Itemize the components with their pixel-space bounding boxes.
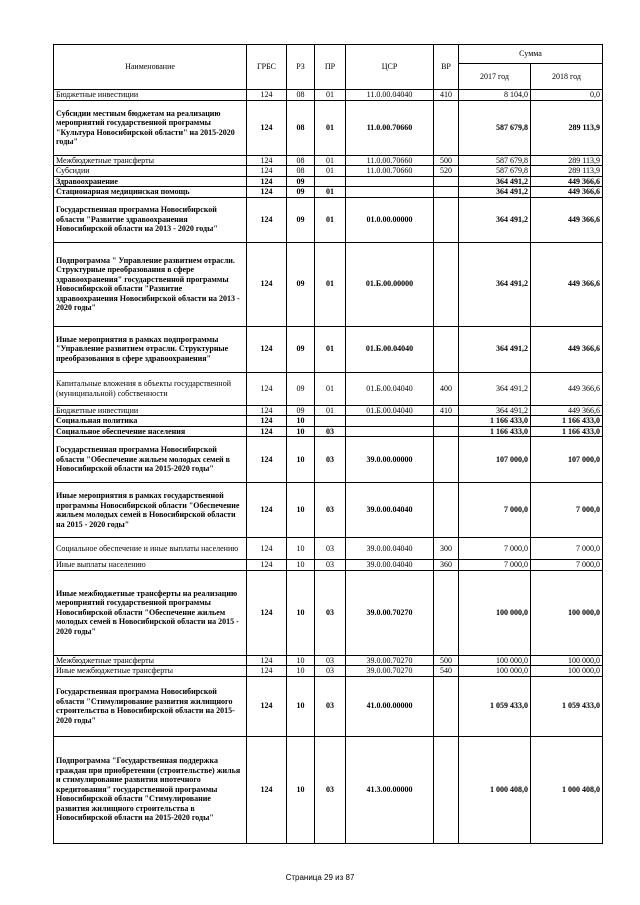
cell-grbs: 124 xyxy=(247,197,287,242)
cell-rz: 10 xyxy=(287,483,315,538)
cell-name: Бюджетные инвестиции xyxy=(54,405,247,416)
table-row xyxy=(54,416,603,427)
header-csr: ЦСР xyxy=(346,45,434,90)
cell-csr: 41.3.00.00000 xyxy=(346,736,434,843)
cell-pr: 01 xyxy=(315,155,346,166)
table-row xyxy=(54,426,603,437)
header-pr: ПР xyxy=(315,45,346,90)
cell-sum-2018: 289 113,9 xyxy=(531,166,603,177)
cell-sum-2017: 364 491,2 xyxy=(459,197,531,242)
cell-sum-2018: 289 113,9 xyxy=(531,155,603,166)
cell-sum-2017: 7 000,0 xyxy=(459,560,531,571)
cell-sum-2017: 1 000 408,0 xyxy=(459,736,531,843)
cell-rz: 09 xyxy=(287,187,315,198)
cell-name: Иные выплаты населению xyxy=(54,560,247,571)
cell-sum-2017: 8 104,0 xyxy=(459,90,531,101)
cell-grbs: 124 xyxy=(247,166,287,177)
cell-sum-2017: 364 491,2 xyxy=(459,405,531,416)
cell-vr xyxy=(434,176,459,187)
cell-vr: 500 xyxy=(434,655,459,666)
cell-sum-2018: 100 000,0 xyxy=(531,666,603,677)
cell-rz: 09 xyxy=(287,326,315,372)
cell-pr: 01 xyxy=(315,326,346,372)
table-row xyxy=(54,166,603,177)
cell-sum-2018: 449 366,6 xyxy=(531,176,603,187)
cell-name: Социальное обеспечение и иные выплаты населению xyxy=(54,538,247,560)
cell-rz: 08 xyxy=(287,155,315,166)
table-row xyxy=(54,676,603,736)
cell-name: Бюджетные инвестиции xyxy=(54,90,247,101)
cell-pr: 01 xyxy=(315,187,346,198)
cell-pr: 01 xyxy=(315,372,346,405)
cell-grbs: 124 xyxy=(247,405,287,416)
cell-rz: 08 xyxy=(287,90,315,101)
cell-rz: 10 xyxy=(287,655,315,666)
cell-rz: 09 xyxy=(287,176,315,187)
page-footer: Страница 29 из 87 xyxy=(285,873,355,882)
cell-name: Субсидии местным бюджетам на реализацию мероприятий государственной программы "Культура Новосибирской области" на 2015-2020 годы" xyxy=(54,100,247,155)
cell-csr xyxy=(346,426,434,437)
table-row xyxy=(54,242,603,326)
cell-sum-2017: 7 000,0 xyxy=(459,538,531,560)
cell-grbs: 124 xyxy=(247,90,287,101)
cell-name: Капитальные вложения в объекты государственной (муниципальной) собственности xyxy=(54,372,247,405)
cell-name: Подпрограмма "Государственная поддержка граждан при приобретении (строительстве) жилья и стимулирование развития ипотечного кредитования" государственной программы Новосибирской области "Стимулирование развития жилищного строительства в Новосибирской области на 2015-2020 годы" xyxy=(54,736,247,843)
cell-csr: 01.Б.00.00000 xyxy=(346,242,434,326)
cell-vr xyxy=(434,676,459,736)
cell-grbs: 124 xyxy=(247,437,287,483)
cell-vr xyxy=(434,197,459,242)
cell-rz: 10 xyxy=(287,437,315,483)
cell-sum-2018: 100 000,0 xyxy=(531,570,603,655)
table-row xyxy=(54,187,603,198)
cell-rz: 10 xyxy=(287,666,315,677)
cell-csr: 11.0.00.70660 xyxy=(346,100,434,155)
cell-pr xyxy=(315,176,346,187)
cell-pr: 01 xyxy=(315,242,346,326)
cell-grbs: 124 xyxy=(247,416,287,427)
cell-sum-2017: 364 491,2 xyxy=(459,326,531,372)
cell-csr: 39.0.00.04040 xyxy=(346,538,434,560)
cell-name: Межбюджетные трансферты xyxy=(54,155,247,166)
header-year-2018: 2018 год xyxy=(531,64,603,90)
table-row xyxy=(54,666,603,677)
cell-rz: 09 xyxy=(287,242,315,326)
cell-pr: 03 xyxy=(315,426,346,437)
cell-name: Социальная политика xyxy=(54,416,247,427)
cell-sum-2018: 1 000 408,0 xyxy=(531,736,603,843)
cell-pr: 01 xyxy=(315,90,346,101)
cell-sum-2018: 7 000,0 xyxy=(531,560,603,571)
cell-sum-2017: 587 679,8 xyxy=(459,100,531,155)
cell-csr: 01.0.00.00000 xyxy=(346,197,434,242)
cell-vr: 360 xyxy=(434,560,459,571)
cell-vr xyxy=(434,483,459,538)
cell-sum-2017: 587 679,8 xyxy=(459,166,531,177)
cell-rz: 10 xyxy=(287,560,315,571)
cell-vr xyxy=(434,416,459,427)
cell-vr xyxy=(434,242,459,326)
cell-pr: 03 xyxy=(315,538,346,560)
cell-rz: 09 xyxy=(287,372,315,405)
table-row xyxy=(54,405,603,416)
cell-grbs: 124 xyxy=(247,426,287,437)
cell-pr: 03 xyxy=(315,570,346,655)
table-row xyxy=(54,372,603,405)
cell-sum-2018: 449 366,6 xyxy=(531,405,603,416)
cell-grbs: 124 xyxy=(247,326,287,372)
cell-grbs: 124 xyxy=(247,570,287,655)
cell-rz: 10 xyxy=(287,426,315,437)
cell-sum-2018: 1 166 433,0 xyxy=(531,426,603,437)
cell-pr: 03 xyxy=(315,666,346,677)
cell-name: Государственная программа Новосибирской области "Стимулирование развития жилищного строительства в Новосибирской области на 2015-2020 годы" xyxy=(54,676,247,736)
cell-csr: 11.0.00.04040 xyxy=(346,90,434,101)
cell-sum-2018: 0,0 xyxy=(531,90,603,101)
cell-rz: 10 xyxy=(287,736,315,843)
cell-vr xyxy=(434,426,459,437)
cell-csr: 39.0.00.70270 xyxy=(346,666,434,677)
cell-sum-2017: 364 491,2 xyxy=(459,242,531,326)
cell-vr xyxy=(434,570,459,655)
cell-grbs: 124 xyxy=(247,372,287,405)
cell-csr: 41.0.00.00000 xyxy=(346,676,434,736)
cell-grbs: 124 xyxy=(247,242,287,326)
cell-rz: 10 xyxy=(287,570,315,655)
cell-pr: 03 xyxy=(315,676,346,736)
cell-name: Иные межбюджетные трансферты xyxy=(54,666,247,677)
cell-vr xyxy=(434,437,459,483)
cell-name: Государственная программа Новосибирской области "Обеспечение жильем молодых семей в Новосибирской области на 2015-2020 годы" xyxy=(54,437,247,483)
cell-sum-2017: 364 491,2 xyxy=(459,176,531,187)
cell-sum-2018: 1 166 433,0 xyxy=(531,416,603,427)
cell-sum-2018: 7 000,0 xyxy=(531,483,603,538)
cell-vr xyxy=(434,100,459,155)
table-row xyxy=(54,155,603,166)
cell-pr: 01 xyxy=(315,405,346,416)
cell-sum-2018: 449 366,6 xyxy=(531,187,603,198)
table-row xyxy=(54,326,603,372)
cell-csr: 01.Б.00.04040 xyxy=(346,372,434,405)
cell-sum-2017: 364 491,2 xyxy=(459,372,531,405)
cell-csr: 39.0.00.70270 xyxy=(346,655,434,666)
cell-sum-2018: 449 366,6 xyxy=(531,326,603,372)
cell-csr: 39.0.00.00000 xyxy=(346,437,434,483)
cell-grbs: 124 xyxy=(247,155,287,166)
cell-pr: 01 xyxy=(315,166,346,177)
cell-vr xyxy=(434,326,459,372)
cell-vr xyxy=(434,736,459,843)
cell-name: Государственная программа Новосибирской области "Развитие здравоохранения Новосибирской области на 2013 - 2020 годы" xyxy=(54,197,247,242)
cell-csr: 01.Б.00.04040 xyxy=(346,405,434,416)
cell-grbs: 124 xyxy=(247,176,287,187)
header-name: Наименование xyxy=(54,45,247,90)
cell-rz: 08 xyxy=(287,166,315,177)
cell-sum-2017: 100 000,0 xyxy=(459,666,531,677)
cell-sum-2017: 100 000,0 xyxy=(459,570,531,655)
cell-pr: 01 xyxy=(315,197,346,242)
cell-rz: 10 xyxy=(287,416,315,427)
cell-sum-2018: 449 366,6 xyxy=(531,242,603,326)
table-row xyxy=(54,437,603,483)
cell-sum-2017: 100 000,0 xyxy=(459,655,531,666)
cell-name: Иные мероприятия в рамках подпрограммы "Управление развитием отрасли. Структурные преобразования в сфере здравоохранения" xyxy=(54,326,247,372)
cell-name: Здравоохранение xyxy=(54,176,247,187)
table-row xyxy=(54,176,603,187)
cell-vr: 500 xyxy=(434,155,459,166)
cell-pr xyxy=(315,416,346,427)
cell-csr xyxy=(346,176,434,187)
cell-grbs: 124 xyxy=(247,560,287,571)
header-vr: ВР xyxy=(434,45,459,90)
cell-sum-2017: 7 000,0 xyxy=(459,483,531,538)
cell-sum-2017: 107 000,0 xyxy=(459,437,531,483)
cell-sum-2017: 1 166 433,0 xyxy=(459,426,531,437)
cell-sum-2018: 1 059 433,0 xyxy=(531,676,603,736)
table-body xyxy=(54,90,603,844)
cell-vr: 520 xyxy=(434,166,459,177)
cell-name: Социальное обеспечение населения xyxy=(54,426,247,437)
cell-sum-2017: 1 059 433,0 xyxy=(459,676,531,736)
cell-grbs: 124 xyxy=(247,100,287,155)
cell-grbs: 124 xyxy=(247,538,287,560)
cell-pr: 03 xyxy=(315,483,346,538)
header-grbs: ГРБС xyxy=(247,45,287,90)
cell-name: Межбюджетные трансферты xyxy=(54,655,247,666)
table-row xyxy=(54,538,603,560)
cell-grbs: 124 xyxy=(247,655,287,666)
cell-rz: 10 xyxy=(287,676,315,736)
cell-sum-2018: 107 000,0 xyxy=(531,437,603,483)
cell-pr: 03 xyxy=(315,437,346,483)
cell-vr: 410 xyxy=(434,90,459,101)
cell-vr: 300 xyxy=(434,538,459,560)
cell-rz: 09 xyxy=(287,405,315,416)
cell-sum-2018: 7 000,0 xyxy=(531,538,603,560)
cell-sum-2018: 449 366,6 xyxy=(531,197,603,242)
cell-grbs: 124 xyxy=(247,676,287,736)
cell-pr: 01 xyxy=(315,100,346,155)
cell-rz: 10 xyxy=(287,538,315,560)
table-row xyxy=(54,655,603,666)
cell-rz: 08 xyxy=(287,100,315,155)
cell-sum-2018: 100 000,0 xyxy=(531,655,603,666)
cell-csr: 39.0.00.04040 xyxy=(346,560,434,571)
cell-pr: 03 xyxy=(315,655,346,666)
cell-name: Субсидии xyxy=(54,166,247,177)
cell-name: Иные межбюджетные трансферты на реализацию мероприятий государственной программы Новосибирской области "Обеспечение жильем молодых семей в Новосибирской области на 2015 - 2020 годы" xyxy=(54,570,247,655)
header-sum: Сумма xyxy=(459,45,603,64)
cell-rz: 09 xyxy=(287,197,315,242)
table-row xyxy=(54,100,603,155)
cell-vr: 400 xyxy=(434,372,459,405)
cell-vr: 410 xyxy=(434,405,459,416)
cell-grbs: 124 xyxy=(247,736,287,843)
header-year-2017: 2017 год xyxy=(459,64,531,90)
cell-pr: 03 xyxy=(315,560,346,571)
cell-grbs: 124 xyxy=(247,666,287,677)
cell-vr: 540 xyxy=(434,666,459,677)
cell-csr: 39.0.00.70270 xyxy=(346,570,434,655)
budget-table xyxy=(53,44,603,844)
table-row xyxy=(54,736,603,843)
cell-csr: 11.0.00.70660 xyxy=(346,166,434,177)
cell-sum-2018: 289 113,9 xyxy=(531,100,603,155)
cell-name: Стационарная медицинская помощь xyxy=(54,187,247,198)
cell-sum-2017: 1 166 433,0 xyxy=(459,416,531,427)
table-row xyxy=(54,570,603,655)
cell-sum-2017: 364 491,2 xyxy=(459,187,531,198)
cell-csr: 39.0.00.04040 xyxy=(346,483,434,538)
cell-sum-2018: 449 366,6 xyxy=(531,372,603,405)
header-rz: РЗ xyxy=(287,45,315,90)
cell-csr: 11.0.00.70660 xyxy=(346,155,434,166)
cell-name: Иные мероприятия в рамках государственной программы Новосибирской области "Обеспечение жильем молодых семей в Новосибирской области на 2015 - 2020 годы" xyxy=(54,483,247,538)
cell-csr: 01.Б.00.04040 xyxy=(346,326,434,372)
cell-sum-2017: 587 679,8 xyxy=(459,155,531,166)
cell-grbs: 124 xyxy=(247,187,287,198)
cell-csr xyxy=(346,187,434,198)
cell-csr xyxy=(346,416,434,427)
cell-grbs: 124 xyxy=(247,483,287,538)
table-row xyxy=(54,483,603,538)
table-row xyxy=(54,197,603,242)
table-row xyxy=(54,90,603,101)
cell-pr: 03 xyxy=(315,736,346,843)
cell-name: Подпрограмма " Управление развитием отрасли. Структурные преобразования в сфере здравоохранения" государственной программы Новосибирской области "Развитие здравоохранения Новосибирской области на 2013 - 2020 годы" xyxy=(54,242,247,326)
table-row xyxy=(54,560,603,571)
cell-vr xyxy=(434,187,459,198)
